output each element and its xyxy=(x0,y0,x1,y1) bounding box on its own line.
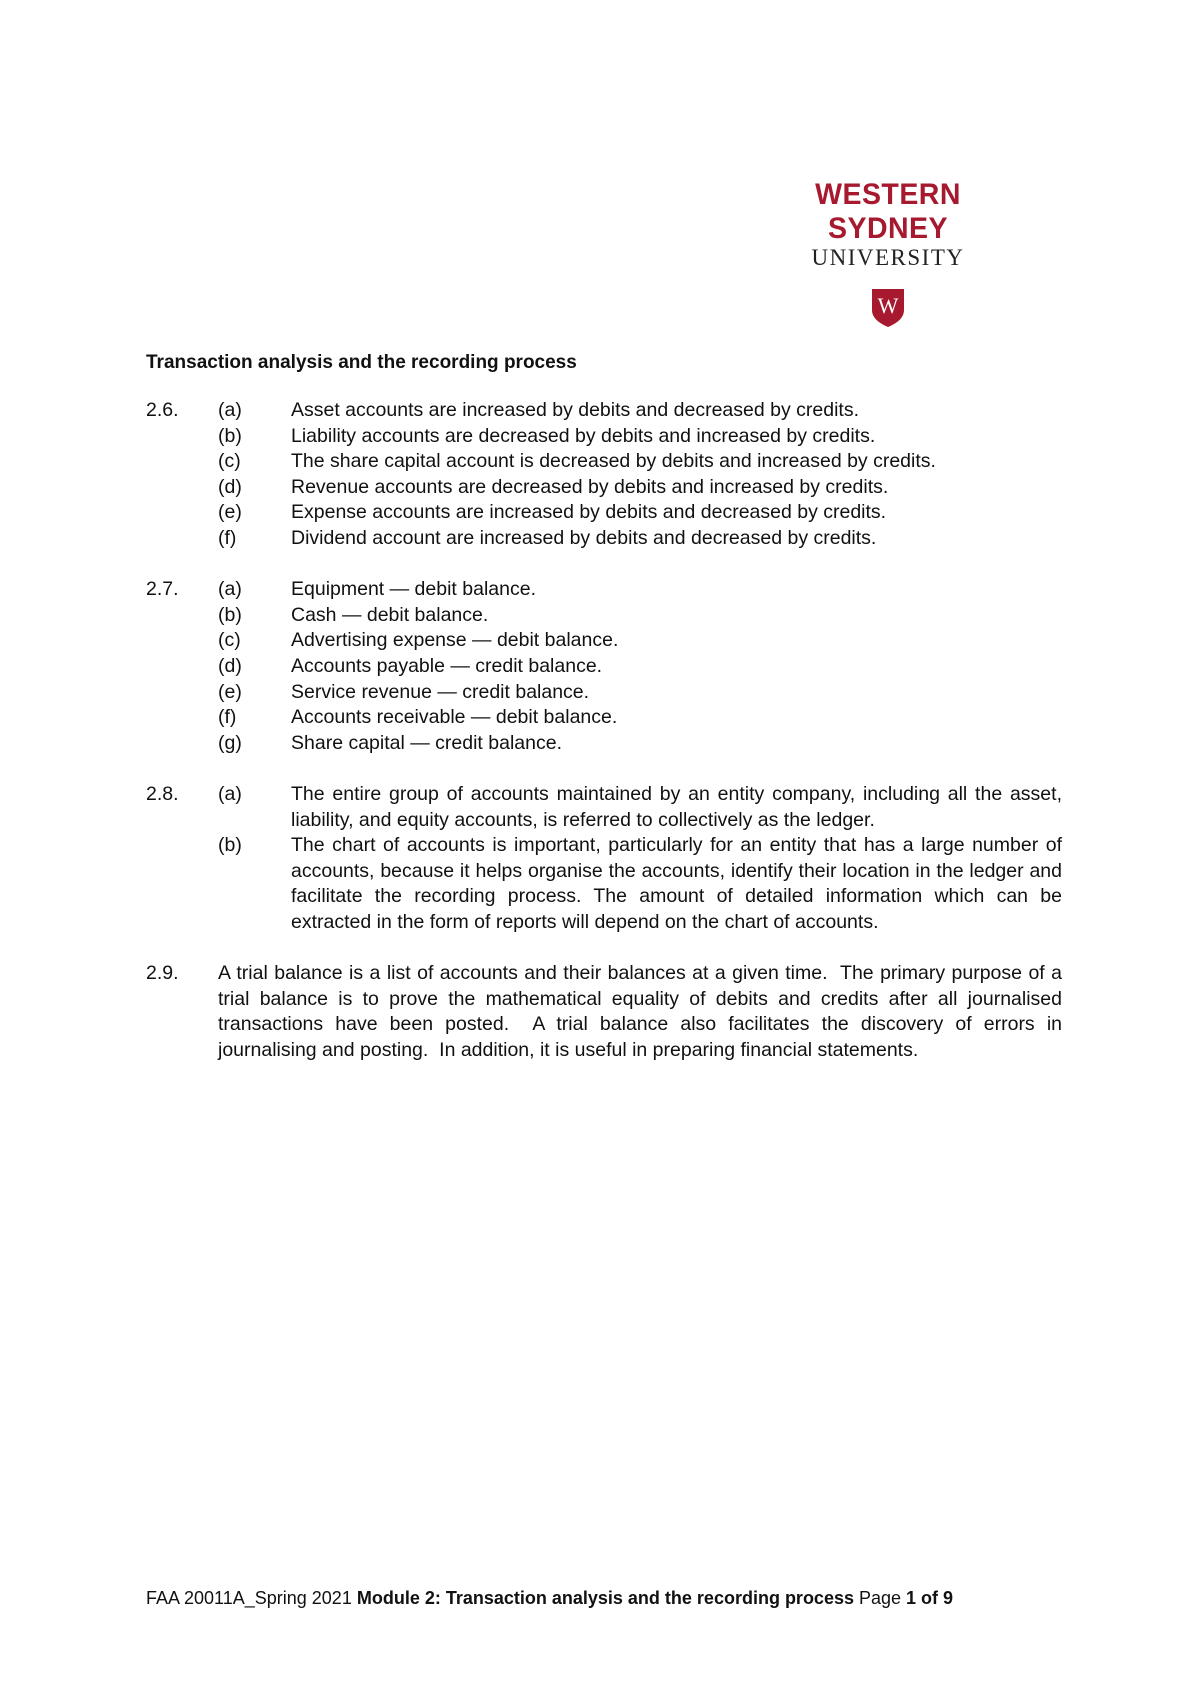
item-text: Accounts receivable — debit balance. xyxy=(291,706,618,729)
answer-item xyxy=(146,526,1062,552)
answer-item xyxy=(146,475,1062,501)
shield-letter: W xyxy=(877,293,899,318)
question-number: 2.9. xyxy=(146,962,179,985)
item-text: Cash — debit balance. xyxy=(291,603,489,626)
footer-page-total: 9 xyxy=(943,1588,954,1608)
university-logo xyxy=(745,178,1031,328)
item-text: The chart of accounts is important, particularly for an entity that has a large number of accounts, because it helps organise the accounts, identify their location in the ledger and facilitate the recording process. The amount of detailed information which can be extracted in the form of reports will depend on the chart of accounts. xyxy=(291,834,1062,933)
answer-item xyxy=(146,449,1062,475)
item-label: (e) xyxy=(218,501,242,524)
item-text: Dividend account are increased by debits and decreased by credits. xyxy=(291,526,877,549)
item-label: (c) xyxy=(218,629,241,652)
answer-item xyxy=(146,961,1068,1063)
item-label: (d) xyxy=(218,654,242,677)
shield-icon xyxy=(871,288,905,328)
answer-item xyxy=(146,603,1062,629)
question-2-8 xyxy=(146,782,1062,936)
item-text: Accounts payable — credit balance. xyxy=(291,654,603,677)
item-text: Revenue accounts are decreased by debits and increased by credits. xyxy=(291,475,889,498)
item-text: A trial balance is a list of accounts and their balances at a given time. The primary purpose of a trial balance is to prove the mathematical equality of debits and credits after all journalised transactions have been posted. A trial balance also facilitates the discovery of errors in journalising and posting. In addition, it is useful in preparing financial statements. xyxy=(218,962,1068,1061)
answer-item xyxy=(146,398,1062,424)
item-label: (e) xyxy=(218,680,242,703)
item-text: Equipment — debit balance. xyxy=(291,578,536,601)
item-label: (a) xyxy=(218,399,242,421)
answer-item xyxy=(146,705,1062,731)
answer-item xyxy=(146,628,1062,654)
item-text: Liability accounts are decreased by debits and increased by credits. xyxy=(291,424,876,447)
item-label: (f) xyxy=(218,526,237,549)
question-2-7 xyxy=(146,577,1062,756)
logo-subtitle: UNIVERSITY xyxy=(811,245,965,270)
footer-page-prefix: Page xyxy=(853,1588,907,1608)
question-number: 2.7. xyxy=(146,578,179,601)
answer-item xyxy=(146,424,1062,450)
question-number: 2.8. xyxy=(146,782,179,805)
footer-page-of: of xyxy=(916,1588,944,1608)
item-text: Share capital — credit balance. xyxy=(291,731,562,754)
section-heading: Transaction analysis and the recording process xyxy=(146,352,577,373)
question-2-6 xyxy=(146,398,1062,552)
item-text: The share capital account is decreased by debits and increased by credits. xyxy=(291,450,936,473)
answer-item xyxy=(146,654,1062,680)
answer-item xyxy=(146,833,1062,935)
question-number: 2.6. xyxy=(146,399,179,421)
item-label: (b) xyxy=(218,603,242,626)
item-label: (b) xyxy=(218,834,242,857)
question-2-9 xyxy=(146,961,1068,1063)
logo-name: WESTERN SYDNEY xyxy=(815,178,961,245)
page-footer xyxy=(146,1588,1146,1609)
item-label: (f) xyxy=(218,706,237,729)
item-label: (b) xyxy=(218,424,242,447)
item-text: Expense accounts are increased by debits and decreased by credits. xyxy=(291,501,887,524)
item-label: (a) xyxy=(218,578,242,601)
item-text: Advertising expense — debit balance. xyxy=(291,629,619,652)
item-label: (a) xyxy=(218,782,242,805)
footer-course: FAA 20011A_Spring 2021 xyxy=(146,1588,357,1608)
answer-item xyxy=(146,680,1062,706)
item-text: Service revenue — credit balance. xyxy=(291,680,590,703)
answer-item xyxy=(146,731,1062,757)
answer-item xyxy=(146,782,1062,833)
answer-item xyxy=(146,577,1062,603)
item-text: Asset accounts are increased by debits and decreased by credits. xyxy=(291,399,859,421)
item-label: (d) xyxy=(218,475,242,498)
item-text: The entire group of accounts maintained by an entity company, including all the asset, liability, and equity accounts, is referred to collectively as the ledger. xyxy=(291,782,1062,831)
item-label: (g) xyxy=(218,731,242,754)
item-label: (c) xyxy=(218,450,241,473)
footer-module: Module 2: Transaction analysis and the recording process xyxy=(356,1588,854,1608)
answer-item xyxy=(146,500,1062,526)
footer-page-current: 1 xyxy=(906,1588,917,1608)
answers-content xyxy=(146,398,1068,1089)
